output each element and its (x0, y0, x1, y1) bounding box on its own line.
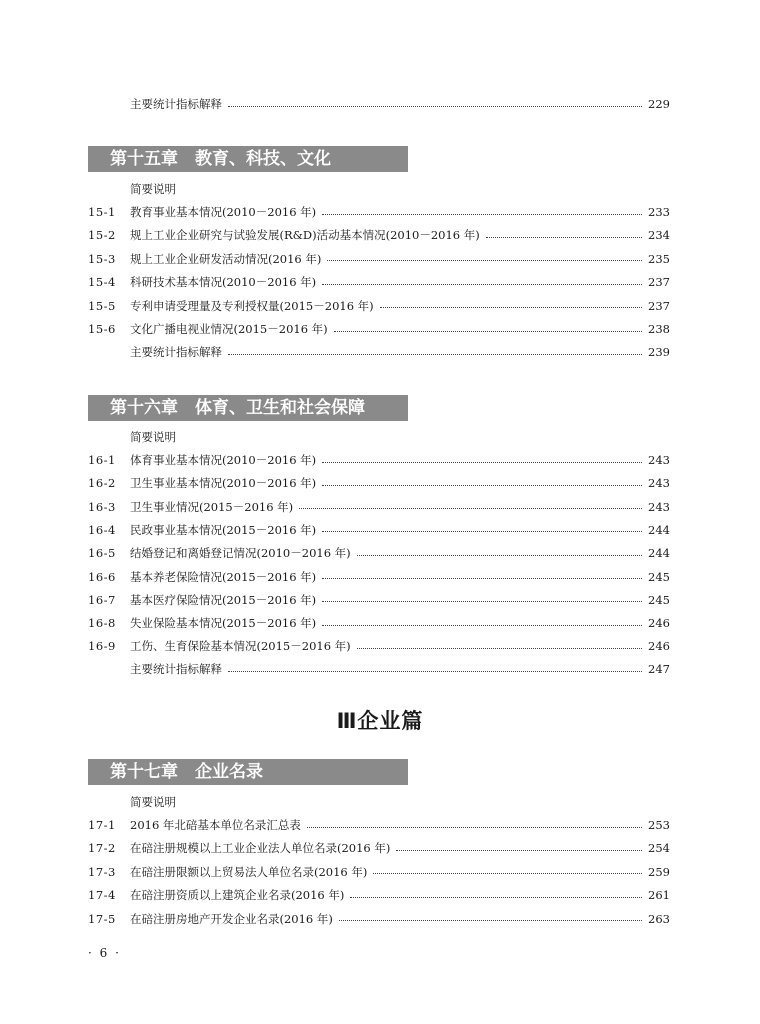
toc-entry (88, 815, 670, 835)
entry-title: 规上工业企业研究与试验发展(R&D)活动基本情况(2010－2016 年) (130, 228, 480, 243)
entry-title: 在碚注册资质以上建筑企业名录(2016 年) (130, 888, 345, 903)
toc-entry (88, 296, 670, 316)
entry-number: 15-4 (88, 275, 116, 290)
leader-dots (334, 330, 642, 332)
entry-page: 263 (648, 911, 670, 926)
toc-entry (88, 567, 670, 587)
entry-title: 基本医疗保险情况(2015－2016 年) (130, 592, 317, 607)
entry-page: 239 (648, 345, 670, 359)
entry-title: 卫生事业情况(2015－2016 年) (130, 499, 294, 514)
entry-title: 2016 年北碚基本单位名录汇总表 (130, 818, 301, 832)
chapter-15-intro: 简要说明 (130, 182, 176, 196)
entry-title: 规上工业企业研发活动情况(2016 年) (130, 251, 322, 266)
leader-dots (299, 507, 642, 509)
leader-dots (228, 670, 642, 672)
entry-page: 246 (648, 639, 670, 654)
entry-page: 243 (648, 476, 670, 491)
entry-page: 245 (648, 569, 670, 584)
leader-dots (228, 105, 642, 107)
entry-title: 文化广播电视业情况(2015－2016 年) (130, 322, 328, 336)
toc-entry (88, 862, 670, 882)
toc-entry (88, 202, 670, 222)
entry-page: 259 (648, 864, 670, 879)
entry-number: 15-2 (88, 228, 116, 243)
leader-dots (322, 577, 642, 579)
entry-title: 在碚注册规模以上工业企业法人单位名录(2016 年) (130, 841, 391, 856)
entry-page: 254 (648, 841, 670, 856)
toc-entry (88, 319, 670, 339)
entry-title: 体育事业基本情况(2010－2016 年) (130, 453, 317, 467)
entry-number: 16-6 (88, 569, 116, 584)
entry-title: 工伤、生育保险基本情况(2015－2016 年) (130, 639, 351, 654)
toc-entry (88, 520, 670, 540)
entry-page: 237 (648, 298, 670, 313)
toc-entry (88, 636, 670, 656)
toc-entry (88, 272, 670, 292)
toc-entry (88, 497, 670, 517)
chapter-17-heading: 第十七章 企业名录 (88, 759, 408, 785)
entry-page: 237 (648, 275, 670, 290)
toc-entry (88, 450, 670, 470)
leader-dots (322, 624, 642, 626)
entry-number: 17-1 (88, 818, 116, 832)
entry-page: 261 (648, 888, 670, 903)
entry-page: 246 (648, 616, 670, 631)
entry-title: 民政事业基本情况(2015－2016 年) (130, 522, 317, 537)
entry-page: 247 (648, 662, 670, 676)
leader-dots (322, 213, 642, 215)
leader-dots (322, 600, 642, 602)
toc-entry (88, 838, 670, 858)
toc-entry (88, 543, 670, 563)
entry-number: 16-7 (88, 592, 116, 607)
entry-number: 16-8 (88, 616, 116, 631)
entry-number: 16-2 (88, 476, 116, 491)
leader-dots (322, 461, 642, 463)
entry-number: 16-1 (88, 453, 116, 467)
entry-title: 专利申请受理量及专利授权量(2015－2016 年) (130, 298, 374, 313)
leader-dots (380, 306, 642, 308)
toc-entry-explain-16 (88, 659, 670, 679)
entry-number: 17-4 (88, 888, 116, 903)
entry-number: 17-2 (88, 841, 116, 856)
part-title: Ⅲ企业篇 (336, 709, 424, 733)
entry-number: 17-5 (88, 911, 116, 926)
entry-number: 16-3 (88, 499, 116, 514)
toc-entry (88, 473, 670, 493)
entry-title: 主要统计指标解释 (130, 345, 222, 359)
page-number: · 6 · (88, 946, 121, 960)
leader-dots (228, 353, 642, 355)
entry-number: 16-5 (88, 546, 116, 561)
entry-title: 结婚登记和离婚登记情况(2010－2016 年) (130, 546, 351, 561)
leader-dots (339, 919, 642, 921)
entry-number: 15-6 (88, 322, 116, 336)
leader-dots (486, 236, 642, 238)
entry-title: 基本养老保险情况(2015－2016 年) (130, 569, 317, 584)
entry-title: 在碚注册房地产开发企业名录(2016 年) (130, 911, 333, 926)
entry-page: 244 (648, 546, 670, 561)
entry-title: 教育事业基本情况(2010－2016 年) (130, 205, 317, 219)
chapter-17-intro: 简要说明 (130, 795, 176, 809)
chapter-16-heading: 第十六章 体育、卫生和社会保障 (88, 395, 408, 421)
entry-title: 主要统计指标解释 (130, 662, 222, 676)
entry-title: 失业保险基本情况(2015－2016 年) (130, 616, 317, 631)
entry-number: 15-3 (88, 251, 116, 266)
toc-entry-explain-15 (88, 342, 670, 362)
entry-page: 235 (648, 251, 670, 266)
entry-page: 253 (648, 818, 670, 832)
leader-dots (322, 484, 642, 486)
leader-dots (322, 530, 642, 532)
chapter-15-heading: 第十五章 教育、科技、文化 (88, 146, 408, 172)
entry-number: 15-1 (88, 205, 116, 219)
toc-entry (88, 249, 670, 269)
toc-entry (88, 909, 670, 929)
entry-title: 卫生事业基本情况(2010－2016 年) (130, 476, 317, 491)
entry-number: 15-5 (88, 298, 116, 313)
toc-entry (88, 613, 670, 633)
entry-page: 243 (648, 453, 670, 467)
entry-page: 229 (648, 97, 670, 111)
leader-dots (373, 872, 642, 874)
entry-number: 17-3 (88, 864, 116, 879)
leader-dots (307, 826, 642, 828)
entry-page: 238 (648, 322, 670, 336)
toc-entry (88, 225, 670, 245)
entry-title: 主要统计指标解释 (130, 97, 222, 111)
toc-entry (88, 885, 670, 905)
leader-dots (327, 259, 642, 261)
entry-page: 244 (648, 522, 670, 537)
leader-dots (357, 554, 642, 556)
toc-entry (88, 590, 670, 610)
entry-title: 科研技术基本情况(2010－2016 年) (130, 275, 317, 290)
chapter-16-intro: 简要说明 (130, 430, 176, 444)
leader-dots (350, 896, 642, 898)
leader-dots (322, 283, 642, 285)
entry-title: 在碚注册限额以上贸易法人单位名录(2016 年) (130, 864, 368, 879)
entry-number: 16-9 (88, 639, 116, 654)
leader-dots (357, 647, 642, 649)
entry-page: 243 (648, 499, 670, 514)
entry-page: 234 (648, 228, 670, 243)
entry-number: 16-4 (88, 522, 116, 537)
leader-dots (396, 849, 642, 851)
toc-entry-explain-14 (88, 94, 670, 114)
entry-page: 245 (648, 592, 670, 607)
entry-page: 233 (648, 205, 670, 219)
